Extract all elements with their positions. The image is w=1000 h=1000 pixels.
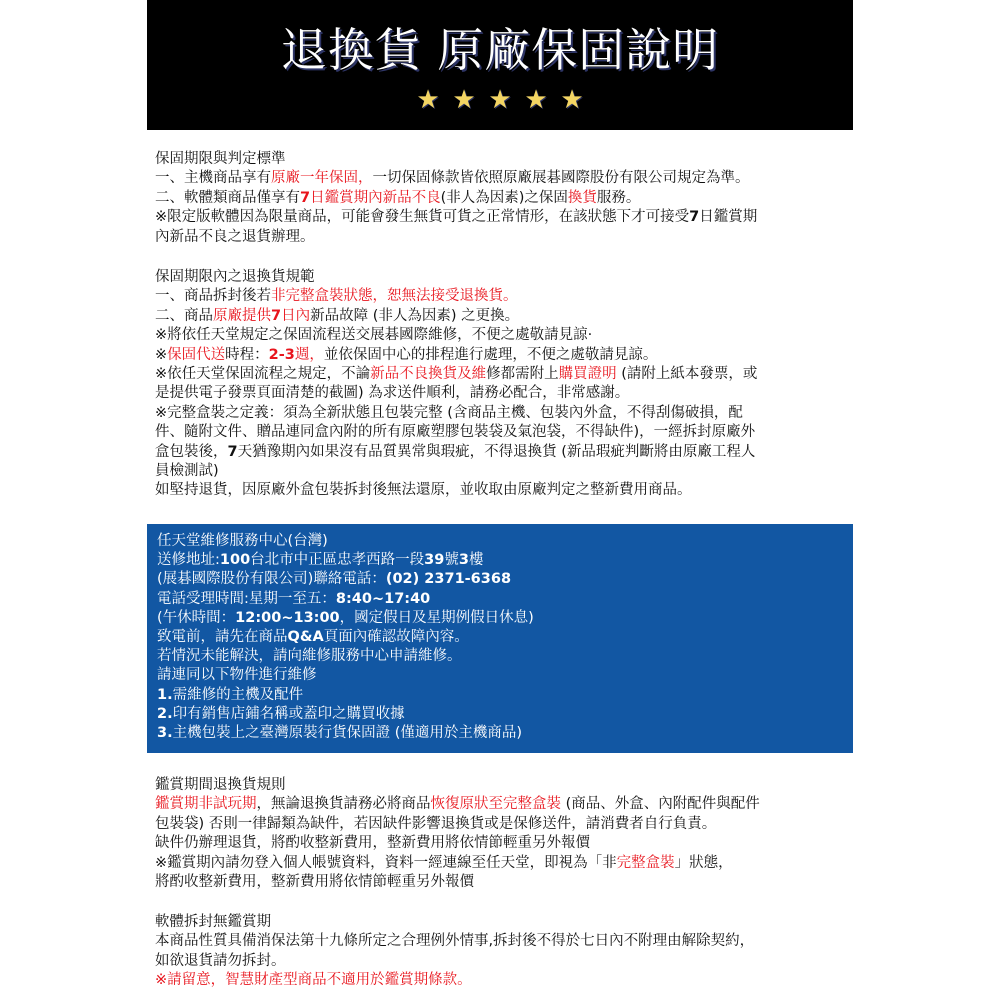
text-segment: 軟體拆封無鑑賞期: [155, 914, 271, 930]
section-appreciation-period: [155, 776, 845, 892]
section-heading: [155, 150, 845, 169]
text-line: [155, 815, 845, 834]
text-line: [157, 628, 847, 647]
highlighted-text: 原廠一年保固，: [271, 170, 373, 187]
text-line: [155, 208, 845, 227]
text-segment: 12:00~13:00: [235, 609, 340, 626]
text-segment: 鑑賞期間退換貨規則: [155, 777, 286, 793]
text-line: [155, 346, 845, 365]
text-segment: (展碁國際股份有限公司)聯絡電話：: [157, 571, 386, 588]
text-segment: 包裝袋) 否則一律歸類為缺件，若因缺件影響退換貨或是保修送件，請消費者自行負責。: [155, 815, 717, 832]
text-segment: ※: [155, 346, 168, 363]
text-segment: 二、商品: [155, 307, 213, 324]
star-icon: ★: [452, 85, 476, 115]
text-line: [157, 686, 847, 705]
section-heading: [155, 776, 845, 795]
highlighted-text: 購買證明: [558, 366, 617, 383]
text-segment: (商品、外盒、內附配件與配件: [561, 796, 760, 813]
text-segment: ※鑑賞期內請勿登入個人帳號資料，資料一經連線至任天堂，即視為「非: [155, 854, 617, 871]
text-segment: 如堅持退貨，因原廠外盒包裝拆封後無法還原，並收取由原廠判定之整新費用商品。: [155, 482, 692, 499]
text-segment: 印有銷售店鋪名稱或蓋印之購買收據: [172, 705, 405, 722]
text-line: [157, 609, 847, 628]
text-segment: 將酌收整新費用，整新費用將依情節輕重另外報價: [155, 874, 474, 891]
text-segment: (午休時間：: [157, 609, 236, 626]
text-segment: 樓: [468, 552, 484, 569]
text-segment: 39: [424, 552, 445, 569]
text-line: [155, 854, 845, 873]
text-segment: 3: [458, 552, 469, 569]
text-segment: ※限定版軟體因為限量商品，可能會發生無貨可貨之正常情形，在該狀態下才可接受: [155, 209, 690, 226]
text-line: [157, 647, 847, 666]
text-segment: 需維修的主機及配件: [172, 686, 304, 703]
text-line: [155, 228, 845, 247]
text-segment: 請連同以下物件進行維修: [157, 667, 317, 684]
text-segment: 員檢測試): [155, 463, 219, 480]
text-line: [155, 971, 845, 990]
text-segment: 頁面內確認故障內容。: [323, 629, 469, 646]
text-segment: 二、軟體類商品僅享有: [155, 189, 300, 206]
text-line: [155, 423, 845, 442]
text-segment: 號: [444, 552, 459, 569]
star-icon: ★: [416, 85, 440, 115]
text-segment: (非人為因素)之保固: [440, 189, 568, 206]
text-segment: 7: [227, 443, 238, 460]
text-segment: 新品故障 (非人為因素) 之更換。: [310, 307, 520, 324]
text-segment: 日鑑賞期: [699, 209, 758, 226]
text-line: [155, 462, 845, 481]
section-warranty-period: [155, 150, 845, 247]
text-segment: 保固期限與判定標準: [155, 151, 286, 167]
text-segment: 電話受理時間:星期一至五：: [157, 590, 336, 607]
section-heading: [155, 268, 845, 287]
highlighted-text: 恢復原狀至完整盒裝: [430, 796, 561, 813]
text-line: [155, 795, 845, 814]
text-segment: ※依任天堂保固流程之規定，不論: [155, 366, 371, 383]
section-heading: [155, 913, 845, 932]
text-segment: (02) 2371-6368: [385, 571, 512, 588]
text-segment: ※將依任天堂規定之保固流程送交展碁國際維修，不便之處敬請見諒·: [155, 327, 593, 344]
text-segment: 服務。: [596, 189, 641, 206]
text-line: [155, 189, 845, 208]
text-segment: ，無論退換貨請務必將商品: [256, 796, 431, 813]
star-icon: ★: [524, 85, 548, 115]
text-segment: 若情況未能解決，請向維修服務中心申請維修。: [157, 648, 462, 665]
text-line: [155, 443, 845, 462]
text-segment: 2.: [157, 705, 173, 722]
star-icon: ★: [560, 85, 584, 115]
text-segment: 是提供電子發票頁面清楚的截圖) 為求送件順利，請務必配合，非常感謝。: [155, 385, 630, 402]
section-service-center: [157, 532, 847, 743]
highlighted-text: 非完整盒裝狀態，恕無法接受退換貨。: [271, 288, 518, 305]
text-segment: 如欲退貨請勿拆封。: [155, 952, 286, 969]
star-icon: ★: [488, 85, 512, 115]
text-segment: 任天堂維修服務中心(台灣): [157, 533, 328, 549]
text-line: [157, 666, 847, 685]
highlighted-text: 鑑賞期非試玩期: [155, 796, 257, 813]
highlighted-text: 完整盒裝: [616, 854, 675, 871]
text-line: [155, 834, 845, 853]
text-line: [155, 873, 845, 892]
text-line: [155, 952, 845, 971]
highlighted-text: 換貨: [567, 189, 597, 206]
page-title: 退換貨 原廠保固說明: [280, 23, 720, 77]
text-segment: 一、商品拆封後若: [155, 288, 271, 305]
highlighted-text: 週，: [294, 346, 324, 363]
text-line: [155, 932, 845, 951]
text-line: [155, 365, 845, 384]
highlighted-text: 7: [271, 307, 282, 324]
text-segment: 1.: [157, 686, 173, 703]
text-line: [155, 326, 845, 345]
text-line: [155, 307, 845, 326]
highlighted-text: 日內: [281, 307, 311, 324]
text-segment: 盒包裝後，: [155, 443, 228, 460]
text-line: [155, 384, 845, 403]
section-software-unsealed: [155, 913, 845, 991]
highlighted-text: 7: [300, 189, 311, 206]
text-segment: 缺件仍辦理退貨，將酌收整新費用，整新費用將依情節輕重另外報價: [155, 835, 590, 852]
text-segment: Q&A: [287, 629, 324, 646]
text-line: [155, 481, 845, 500]
text-segment: 一切保固條款皆依照原廠展碁國際股份有限公司規定為準。: [372, 170, 750, 187]
service-center-heading: [157, 532, 847, 551]
text-segment: 」狀態，: [674, 854, 733, 871]
text-segment: 台北市中正區忠孝西路一段: [250, 552, 425, 569]
text-line: [157, 551, 847, 570]
highlighted-text: 2-3: [268, 346, 295, 363]
text-segment: 3.: [157, 725, 173, 742]
text-line: [157, 590, 847, 609]
text-segment: (請附上紙本發票，或: [616, 366, 758, 383]
text-line: [155, 404, 845, 423]
text-line: [157, 570, 847, 589]
highlighted-text: 原廠提供: [213, 307, 271, 324]
header-banner: [147, 0, 853, 130]
text-line: [157, 705, 847, 724]
highlighted-text: 新品不良換貨及維: [370, 366, 487, 383]
text-line: [155, 287, 845, 306]
text-segment: 致電前，請先在商品: [157, 629, 288, 646]
text-segment: 本商品性質具備消保法第十九條所定之合理例外情事,拆封後不得於七日內不附理由解除契約，: [155, 933, 755, 950]
text-segment: ※完整盒裝之定義：須為全新狀態且包裝完整 (含商品主機、包裝內外盒，不得刮傷破損，配: [155, 404, 743, 421]
section-return-rules: [155, 268, 845, 501]
text-segment: 修都需附上: [486, 366, 559, 383]
text-segment: 100: [219, 552, 251, 569]
text-segment: 內新品不良之退貨辦理。: [155, 228, 315, 245]
text-segment: 送修地址:: [157, 552, 220, 569]
text-segment: 天猶豫期內如果沒有品質異常與瑕疵，不得退換貨 (新品瑕疵判斷將由原廠工程人: [237, 443, 756, 460]
text-segment: 8:40~17:40: [335, 590, 431, 607]
text-segment: 主機包裝上之臺灣原裝行貨保固證 (僅適用於主機商品): [172, 725, 523, 742]
text-segment: 件、隨附文件、贈品連同盒內附的所有原廠塑膠包裝袋及氣泡袋，不得缺件)，一經拆封原廠外: [155, 424, 756, 441]
highlighted-text: 日鑑賞期內新品不良: [310, 189, 441, 206]
text-line: [157, 724, 847, 743]
star-rating: [147, 85, 853, 115]
text-segment: 一、主機商品享有: [155, 170, 271, 187]
highlighted-text: 保固代送: [167, 346, 226, 363]
text-segment: 並依保固中心的排程進行處理，不便之處敬請見諒。: [323, 346, 658, 363]
text-segment: 7: [689, 209, 700, 226]
text-segment: 保固期限內之退換貨規範: [155, 269, 315, 285]
text-segment: ，國定假日及星期例假日休息): [339, 609, 534, 626]
text-segment: 時程：: [225, 346, 269, 363]
highlighted-text: ※請留意，智慧財產型商品不適用於鑑賞期條款。: [155, 972, 472, 989]
text-line: [155, 169, 845, 188]
service-center-box: [147, 524, 853, 753]
